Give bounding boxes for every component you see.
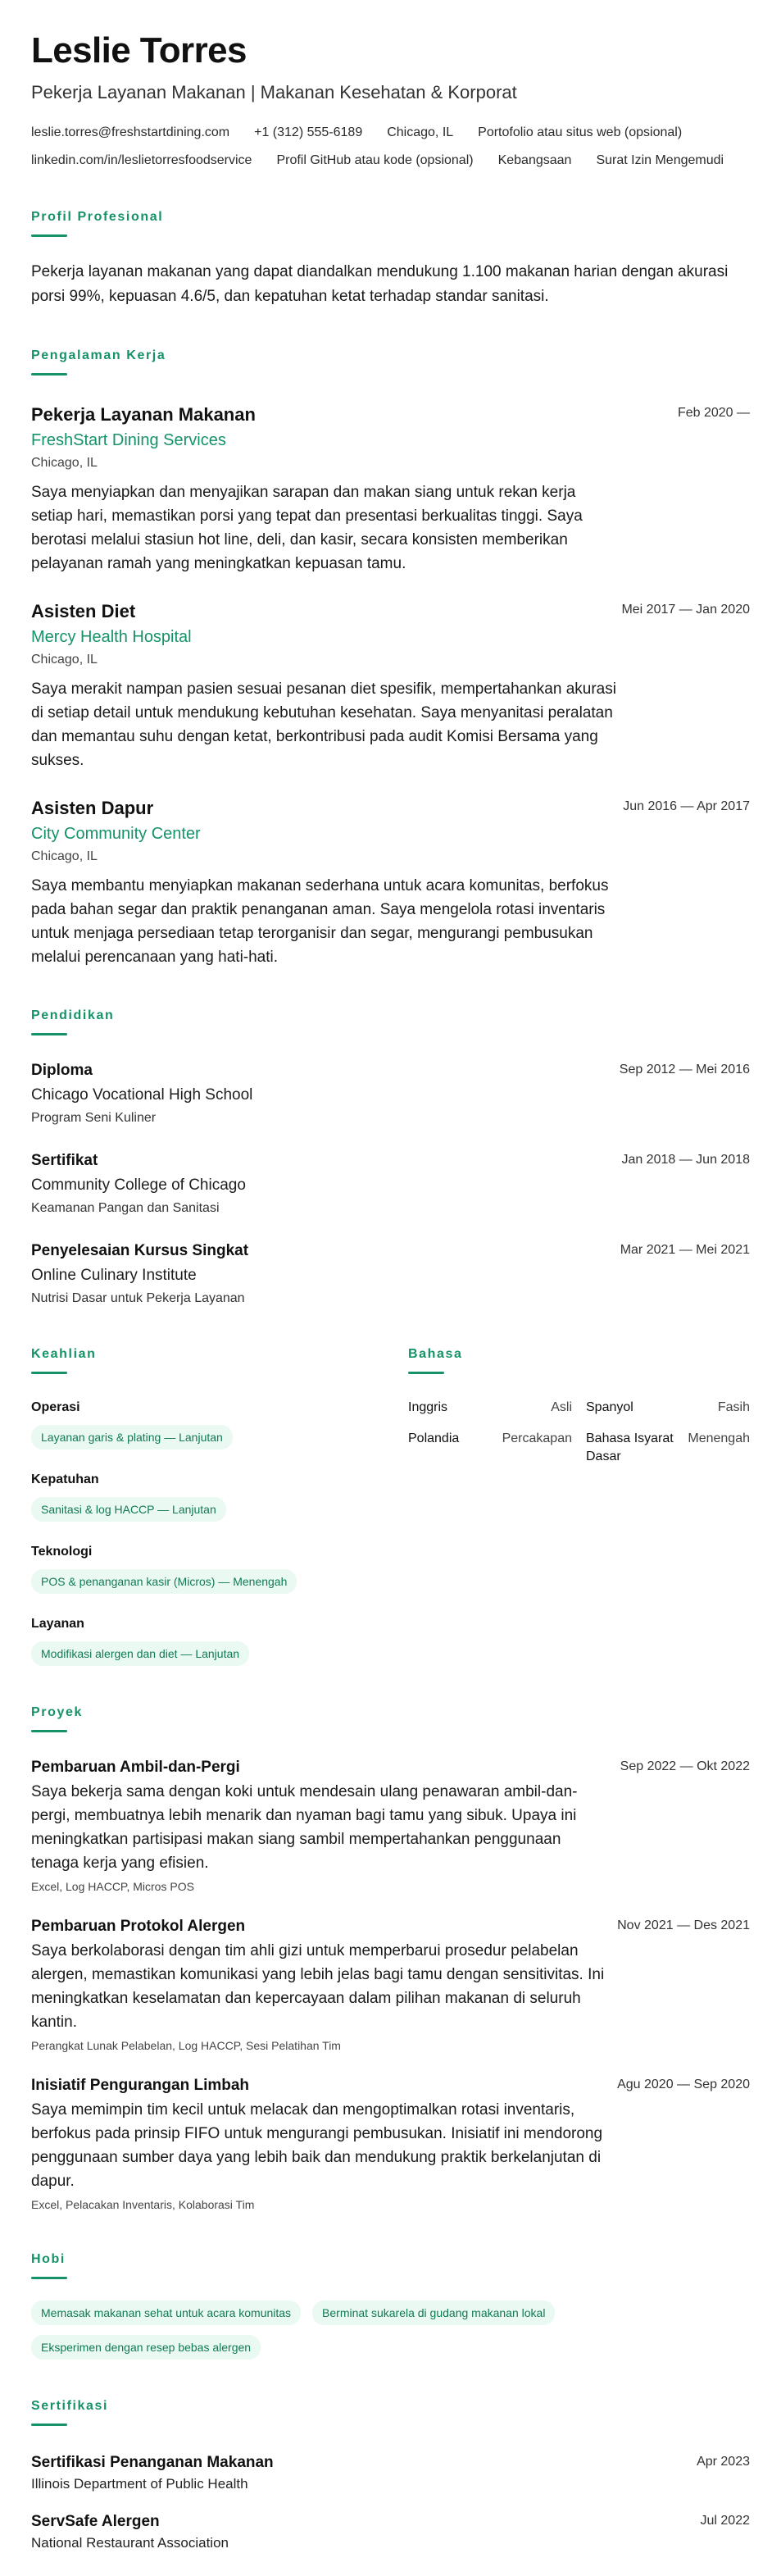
education-date: Jan 2018 — Jun 2018 bbox=[621, 1153, 750, 1167]
experience-entry bbox=[31, 600, 750, 772]
skill-category: Teknologi bbox=[31, 1545, 93, 1559]
project-entry bbox=[31, 1757, 750, 1895]
education-date: Mar 2021 — Mei 2021 bbox=[620, 1243, 750, 1257]
education-entry bbox=[31, 1240, 750, 1308]
section-title-hobbies: Hobi bbox=[31, 2252, 66, 2266]
experience-entry bbox=[31, 797, 750, 969]
contact-location: Chicago, IL bbox=[387, 125, 454, 139]
section-title-certifications: Sertifikasi bbox=[31, 2399, 109, 2413]
language-item bbox=[586, 1430, 750, 1466]
skill-chip-list bbox=[31, 1497, 359, 1522]
skill-chip-list bbox=[31, 1569, 359, 1594]
summary-section bbox=[31, 208, 750, 309]
language-list bbox=[408, 1399, 750, 1466]
language-level: Fasih bbox=[717, 1400, 750, 1414]
certification-date: Jul 2022 bbox=[700, 2514, 750, 2528]
section-divider bbox=[31, 373, 67, 375]
education-field: Keamanan Pangan dan Sanitasi bbox=[31, 1201, 220, 1215]
project-title: Pembaruan Protokol Alergen bbox=[31, 1918, 246, 1935]
skill-chip: POS & penanganan kasir (Micros) — Menengah bbox=[31, 1569, 297, 1594]
job-company: City Community Center bbox=[31, 825, 201, 843]
certification-date: Apr 2023 bbox=[697, 2455, 750, 2469]
language-level: Percakapan bbox=[502, 1431, 572, 1445]
section-divider bbox=[408, 1372, 444, 1374]
hobby-chip: Berminat sukarela di gudang makanan lokal bbox=[312, 2301, 555, 2325]
education-entry bbox=[31, 1060, 750, 1127]
skill-group bbox=[31, 1615, 359, 1666]
language-name: Bahasa Isyarat Dasar bbox=[586, 1431, 674, 1463]
language-level: Asli bbox=[551, 1400, 572, 1414]
education-degree: Penyelesaian Kursus Singkat bbox=[31, 1242, 249, 1259]
certification-entry bbox=[31, 2452, 750, 2493]
language-item bbox=[408, 1399, 572, 1417]
job-description: Saya merakit nampan pasien sesuai pesanan diet spesifik, mempertahankan akurasi di setiap detail untuk mendukung kebutuhan kesehatan. Saya menyanitasi peralatan dan memantau suhu dengan ketat, berkontribusi pada audit Komisi Bersama yang sukses. bbox=[31, 680, 616, 769]
job-title: Asisten Dapur bbox=[31, 798, 154, 818]
section-title-summary: Profil Profesional bbox=[31, 210, 164, 224]
education-degree: Diploma bbox=[31, 1062, 93, 1079]
certification-issuer: National Restaurant Association bbox=[31, 2535, 229, 2551]
experience-date: Mei 2017 — Jan 2020 bbox=[621, 603, 750, 617]
project-date: Nov 2021 — Des 2021 bbox=[617, 1918, 750, 1932]
project-tools: Excel, Pelacakan Inventaris, Kolaborasi Tim bbox=[31, 2198, 255, 2211]
summary-text: Pekerja layanan makanan yang dapat diandalkan mendukung 1.100 makanan harian dengan akurasi porsi 99%, kepuasan 4.6/5, dan kepatuhan ketat terhadap standar sanitasi. bbox=[31, 263, 729, 305]
language-name: Inggris bbox=[408, 1400, 448, 1414]
projects-section bbox=[31, 1704, 750, 2213]
contact-list bbox=[31, 123, 750, 171]
language-level: Menengah bbox=[688, 1431, 750, 1445]
education-field: Nutrisi Dasar untuk Pekerja Layanan bbox=[31, 1291, 245, 1305]
candidate-subtitle: Pekerja Layanan Makanan | Makanan Kesehatan & Korporat bbox=[31, 82, 517, 102]
skills-section bbox=[31, 1345, 359, 1666]
project-date: Agu 2020 — Sep 2020 bbox=[617, 2078, 750, 2091]
skill-category: Layanan bbox=[31, 1617, 84, 1631]
hobby-chip: Eksperimen dengan resep bebas alergen bbox=[31, 2335, 261, 2360]
section-divider bbox=[31, 2424, 67, 2426]
contact-github[interactable]: Profil GitHub atau kode (opsional) bbox=[276, 153, 474, 167]
certification-name: ServSafe Alergen bbox=[31, 2513, 160, 2530]
contact-portfolio[interactable]: Portofolio atau situs web (opsional) bbox=[478, 125, 683, 139]
resume-header bbox=[31, 30, 750, 171]
section-divider bbox=[31, 1372, 67, 1374]
contact-phone[interactable]: +1 (312) 555-6189 bbox=[254, 125, 363, 139]
job-description: Saya membantu menyiapkan makanan sederhana untuk acara komunitas, berfokus pada bahan segar dan praktik penanganan aman. Saya mengelola rotasi inventaris untuk menjaga persediaan tetap terorganisir dan segar, mengurangi pembusukan melalui perencanaan yang hati-hati. bbox=[31, 877, 609, 966]
job-company: Mercy Health Hospital bbox=[31, 628, 192, 646]
hobby-chip: Memasak makanan sehat untuk acara komunitas bbox=[31, 2301, 301, 2325]
project-title: Pembaruan Ambil-dan-Pergi bbox=[31, 1759, 240, 1776]
project-tools: Perangkat Lunak Pelabelan, Log HACCP, Sesi Pelatihan Tim bbox=[31, 2039, 341, 2052]
skill-chip: Layanan garis & plating — Lanjutan bbox=[31, 1425, 233, 1450]
candidate-name: Leslie Torres bbox=[31, 30, 247, 71]
section-title-projects: Proyek bbox=[31, 1705, 83, 1719]
languages-section bbox=[408, 1345, 750, 1666]
project-description: Saya berkolaborasi dengan tim ahli gizi untuk memperbarui prosedur pelabelan alergen, memastikan komunikasi yang lebih jelas bagi tamu dengan sensitivitas. Ini meningkatkan keselamatan dan kepercayaan dalam pilihan makanan di seluruh kantin. bbox=[31, 1942, 605, 2031]
skill-group bbox=[31, 1543, 359, 1594]
certification-issuer: Illinois Department of Public Health bbox=[31, 2476, 248, 2492]
section-divider bbox=[31, 1730, 67, 1732]
education-school: Community College of Chicago bbox=[31, 1176, 246, 1194]
certifications-section bbox=[31, 2397, 750, 2552]
project-tools: Excel, Log HACCP, Micros POS bbox=[31, 1880, 194, 1893]
project-date: Sep 2022 — Okt 2022 bbox=[620, 1759, 750, 1773]
education-degree: Sertifikat bbox=[31, 1152, 98, 1169]
contact-driving-license: Surat Izin Mengemudi bbox=[596, 153, 724, 167]
experience-section bbox=[31, 347, 750, 969]
job-location: Chicago, IL bbox=[31, 456, 98, 470]
project-description: Saya memimpin tim kecil untuk melacak dan mengoptimalkan rotasi inventaris, berfokus pada prinsip FIFO untuk mengurangi pembusukan. Inisiatif ini mendorong penggunaan sumber daya yang lebih baik dan mendukung praktik berkelanjutan di dapur. bbox=[31, 2101, 603, 2190]
education-school: Chicago Vocational High School bbox=[31, 1086, 253, 1104]
contact-nationality: Kebangsaan bbox=[497, 153, 572, 167]
job-description: Saya menyiapkan dan menyajikan sarapan dan makan siang untuk rekan kerja setiap hari, memastikan porsi yang tepat dan presentasi berkualitas tinggi. Saya berotasi melalui stasiun hot line, deli, dan kasir, secara konsisten memberikan pelayanan ramah yang meningkatkan kepuasan tamu. bbox=[31, 484, 583, 572]
section-title-experience: Pengalaman Kerja bbox=[31, 348, 166, 362]
job-location: Chicago, IL bbox=[31, 653, 98, 667]
certification-name: Sertifikasi Penanganan Makanan bbox=[31, 2454, 274, 2471]
contact-email[interactable]: leslie.torres@freshstartdining.com bbox=[31, 125, 230, 139]
language-item bbox=[408, 1430, 572, 1466]
skill-category: Kepatuhan bbox=[31, 1472, 99, 1486]
education-field: Program Seni Kuliner bbox=[31, 1111, 157, 1125]
language-name: Spanyol bbox=[586, 1400, 633, 1414]
project-title: Inisiatif Pengurangan Limbah bbox=[31, 2077, 250, 2094]
skill-group bbox=[31, 1471, 359, 1522]
hobby-chip-list bbox=[31, 2301, 670, 2360]
skills-languages-row bbox=[31, 1345, 750, 1666]
education-section bbox=[31, 1007, 750, 1308]
project-entry bbox=[31, 2075, 750, 2213]
job-company: FreshStart Dining Services bbox=[31, 431, 226, 449]
project-description: Saya bekerja sama dengan koki untuk mendesain ulang penawaran ambil-dan-pergi, membuatnya lebih menarik dan nyaman bagi tamu yang sibuk. Upaya ini meningkatkan partisipasi makan siang sambil mempertahankan penggunaan tenaga kerja yang efisien. bbox=[31, 1783, 578, 1872]
job-title: Pekerja Layanan Makanan bbox=[31, 404, 256, 425]
contact-linkedin[interactable]: linkedin.com/in/leslietorresfoodservice bbox=[31, 153, 252, 167]
experience-date: Feb 2020 — bbox=[677, 406, 750, 420]
hobbies-section bbox=[31, 2251, 750, 2360]
project-entry bbox=[31, 1916, 750, 2054]
section-title-education: Pendidikan bbox=[31, 1008, 115, 1022]
section-divider bbox=[31, 1033, 67, 1035]
certification-entry bbox=[31, 2511, 750, 2552]
skill-group bbox=[31, 1399, 359, 1450]
education-entry bbox=[31, 1150, 750, 1217]
education-school: Online Culinary Institute bbox=[31, 1267, 197, 1284]
skill-chip: Modifikasi alergen dan diet — Lanjutan bbox=[31, 1641, 249, 1666]
language-name: Polandia bbox=[408, 1431, 460, 1445]
skill-chip: Sanitasi & log HACCP — Lanjutan bbox=[31, 1497, 226, 1522]
section-divider bbox=[31, 2277, 67, 2279]
section-title-skills: Keahlian bbox=[31, 1347, 97, 1361]
skill-category: Operasi bbox=[31, 1400, 80, 1414]
skill-chip-list bbox=[31, 1425, 359, 1450]
language-item bbox=[586, 1399, 750, 1417]
education-date: Sep 2012 — Mei 2016 bbox=[619, 1063, 750, 1076]
job-title: Asisten Diet bbox=[31, 601, 136, 621]
section-title-languages: Bahasa bbox=[408, 1347, 463, 1361]
experience-entry bbox=[31, 403, 750, 576]
section-divider bbox=[31, 234, 67, 237]
job-location: Chicago, IL bbox=[31, 849, 98, 863]
experience-date: Jun 2016 — Apr 2017 bbox=[623, 799, 750, 813]
skill-chip-list bbox=[31, 1641, 359, 1666]
